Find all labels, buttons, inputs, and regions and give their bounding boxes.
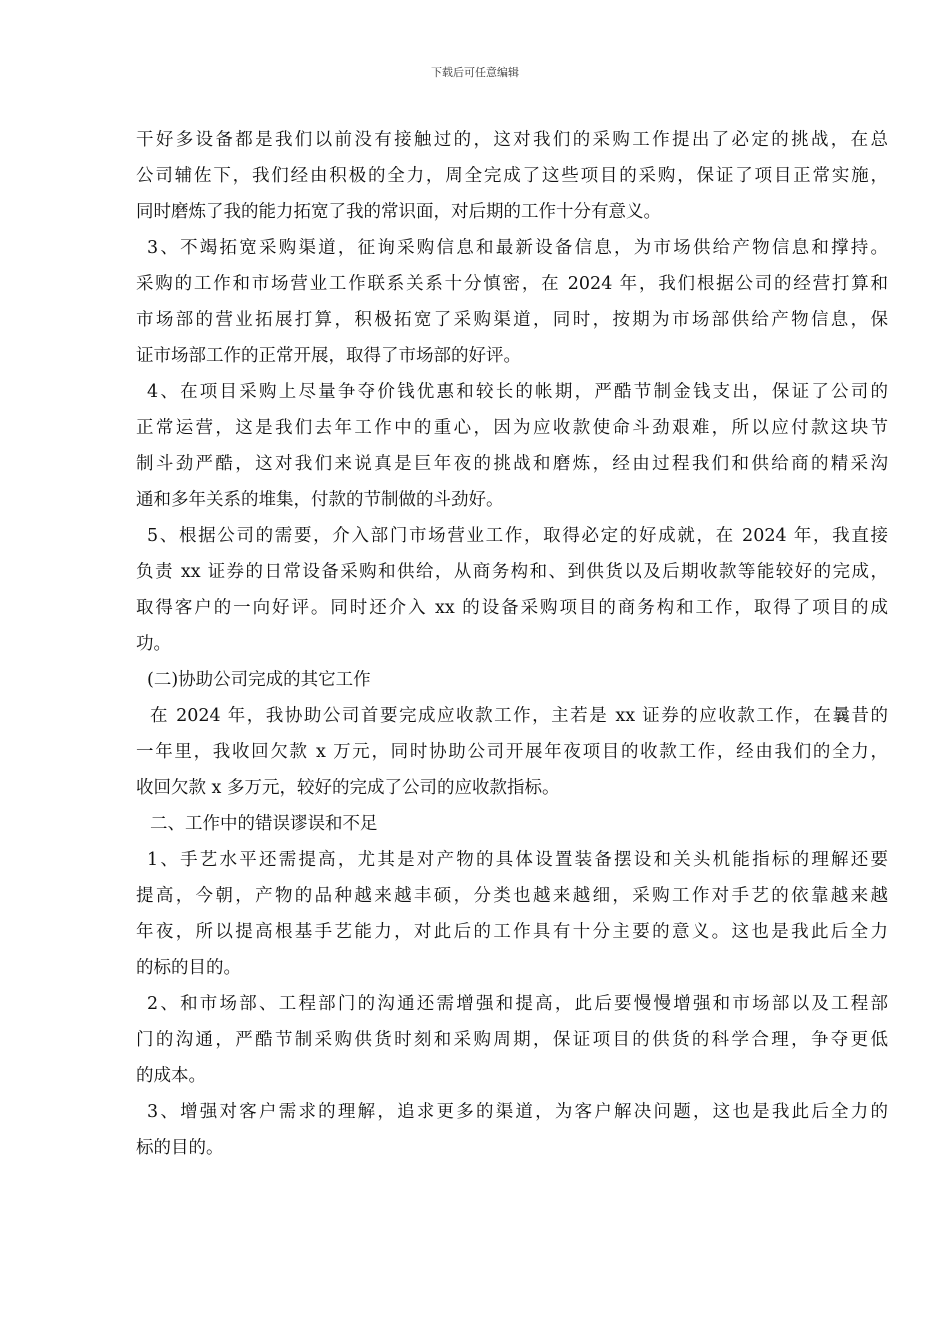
- text-line: 标的目的。: [136, 1138, 224, 1158]
- list-item-3: 3、不竭拓宽采购渠道，征询采购信息和最新设备信息，为市场供给产物信息和撑持。: [147, 238, 888, 258]
- text-line: 制斗劲严酷，这对我们来说真是巨年夜的挑战和磨炼，经由过程我们和供给商的精采沟: [136, 454, 888, 474]
- text-line: 证市场部工作的正常开展，取得了市场部的好评。: [136, 346, 521, 366]
- text-line: 一年里，我收回欠款 x 万元，同时协助公司开展年夜项目的收款工作，经由我们的全力，: [136, 742, 888, 762]
- text-line: 取得客户的一向好评。同时还介入 xx 的设备采购项目的商务构和工作，取得了项目的成: [136, 598, 888, 618]
- text-line: 的标的目的。: [136, 958, 241, 978]
- text-line: 负责 xx 证券的日常设备采购和供给，从商务构和、到供货以及后期收款等能较好的完成，: [136, 562, 888, 582]
- list-item-5: 5、根据公司的需要，介入部门市场营业工作，取得必定的好成就，在 2024 年，我直接: [147, 526, 888, 546]
- text-line: 正常运营，这是我们去年工作中的重心，因为应收款使命斗劲艰难，所以应付款这块节: [136, 418, 888, 438]
- page-header: 下载后可任意编辑: [431, 66, 519, 79]
- text-line: 收回欠款 x 多万元，较好的完成了公司的应收款指标。: [136, 778, 560, 798]
- list-item-1: 1、手艺水平还需提高，尤其是对产物的具体设置装备摆设和关头机能指标的理解还要: [147, 850, 888, 870]
- section-heading: (二)协助公司完成的其它工作: [147, 670, 371, 690]
- text-line: 通和多年关系的堆集，付款的节制做的斗劲好。: [136, 490, 504, 510]
- text-line: 年夜，所以提高根基手艺能力，对此后的工作具有十分主要的意义。这也是我此后全力: [136, 922, 888, 942]
- text-line: 提高，今朝，产物的品种越来越丰硕，分类也越来越细，采购工作对手艺的依靠越来越: [136, 886, 888, 906]
- text-line: 功。: [136, 634, 171, 654]
- text-line: 同时磨炼了我的能力拓宽了我的常识面，对后期的工作十分有意义。: [136, 202, 661, 222]
- text-line: 门的沟通，严酷节制采购供货时刻和采购周期，保证项目的供货的科学合理，争夺更低: [136, 1030, 888, 1050]
- document-body: [136, 122, 888, 1166]
- text-line: 公司辅佐下，我们经由积极的全力，周全完成了这些项目的采购，保证了项目正常实施，: [136, 166, 888, 186]
- text-line: 市场部的营业拓展打算，积极拓宽了采购渠道，同时，按期为市场部供给产物信息，保: [136, 310, 888, 330]
- text-line: 干好多设备都是我们以前没有接触过的，这对我们的采购工作提出了必定的挑战，在总: [136, 130, 888, 150]
- list-item-4: 4、在项目采购上尽量争夺价钱优惠和较长的帐期，严酷节制金钱支出，保证了公司的: [147, 382, 888, 402]
- section-heading: 二、工作中的错误谬误和不足: [150, 814, 378, 834]
- list-item-2: 2、和市场部、工程部门的沟通还需增强和提高，此后要慢慢增强和市场部以及工程部: [147, 994, 888, 1014]
- text-line: 在 2024 年，我协助公司首要完成应收款工作，主若是 xx 证券的应收款工作，在曩昔的: [150, 706, 888, 726]
- list-item-3-b: 3、增强对客户需求的理解，追求更多的渠道，为客户解决问题，这也是我此后全力的: [147, 1102, 888, 1122]
- text-line: 采购的工作和市场营业工作联系关系十分慎密，在 2024 年，我们根据公司的经营打算和: [136, 274, 888, 294]
- text-line: 的成本。: [136, 1066, 206, 1086]
